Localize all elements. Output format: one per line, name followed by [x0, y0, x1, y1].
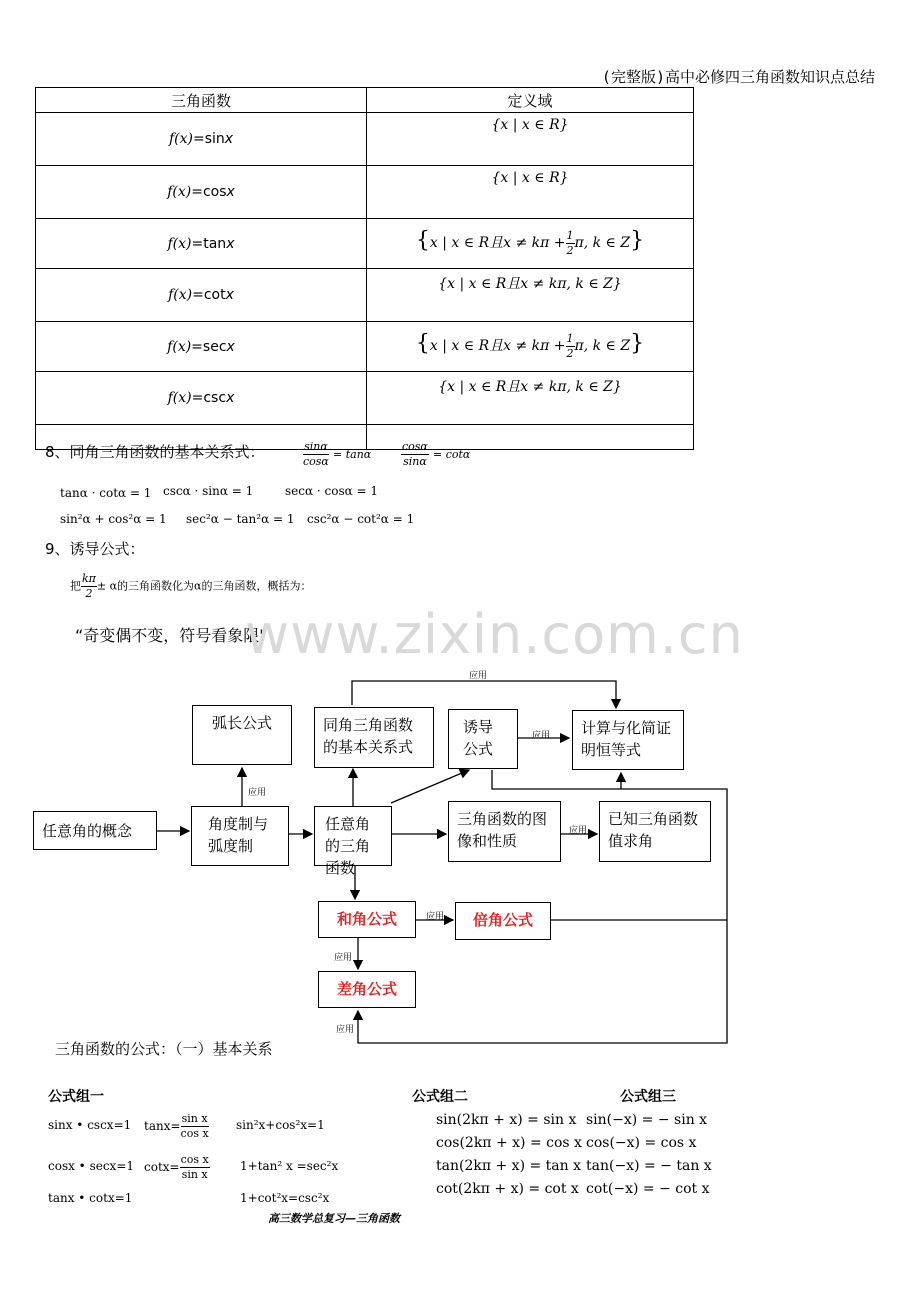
watermark: www.zixin.com.cn	[245, 603, 744, 666]
induction-motto: “奇变偶不变，符号看象限"	[75, 626, 267, 645]
g1-formula: cosx • secx=1	[48, 1159, 135, 1173]
induction-rule: 把 $\frac{k\pi}{2}$ ± α的三角函数化为α的三角函数，概括为：	[70, 572, 312, 600]
apply-label: 应用	[426, 912, 445, 922]
g1-formula: tanx • cotx=1	[48, 1191, 133, 1205]
box-degree-radian: 角度制与弧度制	[191, 806, 289, 866]
function-cell: f(x)=tanx	[36, 219, 367, 269]
box-double-formula: 倍角公式	[455, 902, 551, 940]
group-3-title: 公式组三	[620, 1089, 676, 1105]
domain-cell: {x | x ∈ R且x ≠ kπ + $\frac{1}{2}$ π, k ∈ Z}	[367, 219, 694, 269]
identity-reciprocal-1: tanα · cotα = 1	[60, 486, 152, 500]
apply-label: 应用	[532, 731, 551, 741]
box-same-angle: 同角三角函数的基本关系式	[314, 707, 434, 768]
domain-cell: {x | x ∈ R且x ≠ kπ + $\frac{1}{2}$ π, k ∈ Z}	[367, 322, 694, 372]
g1-formula: tanx= $\frac{\text{sin x}}{\text{cos x}}$	[144, 1112, 209, 1140]
function-cell: f(x)=secx	[36, 322, 367, 372]
g1-formula: sin²x+cos²x=1	[236, 1118, 325, 1132]
g3-formula: tan(−x) = − tan x	[586, 1158, 712, 1174]
g3-formula: sin(−x) = − sin x	[586, 1112, 708, 1128]
apply-label: 应用	[336, 1025, 355, 1035]
g1-formula: sinx • cscx=1	[48, 1118, 132, 1132]
apply-label: 应用	[334, 953, 353, 963]
domain-cell: {x | x ∈ R且x ≠ kπ, k ∈ Z}	[367, 372, 694, 425]
g2-formula: tan(2kπ + x) = tan x	[436, 1158, 581, 1174]
g3-formula: cot(−x) = − cot x	[586, 1181, 710, 1197]
function-cell: f(x)=sinx	[36, 113, 367, 166]
g2-formula: cos(2kπ + x) = cos x	[436, 1135, 582, 1151]
identity-pythagorean-1: sin²α + cos²α = 1	[60, 512, 167, 526]
g1-formula: 1+cot²x=csc²x	[240, 1191, 330, 1205]
box-sum-formula: 和角公式	[318, 901, 416, 938]
apply-label: 应用	[248, 788, 267, 798]
group-2-title: 公式组二	[412, 1089, 468, 1105]
g3-formula: cos(−x) = cos x	[586, 1135, 697, 1151]
identity-quotient-2: $\frac{\cos\alpha}{\sin\alpha}$ = cotα	[402, 440, 471, 468]
apply-label: 应用	[569, 826, 588, 836]
section-8-title: 8、同角三角函数的基本关系式：	[45, 443, 265, 461]
page-footer: 高三数学总复习—三角函数	[268, 1212, 400, 1225]
box-arc-length: 弧长公式	[192, 705, 292, 765]
box-graph-property: 三角函数的图像和性质	[448, 801, 561, 862]
box-diff-formula: 差角公式	[318, 971, 416, 1008]
group-1-title: 公式组一	[48, 1089, 104, 1105]
box-any-angle-function: 任意角的三角函数	[314, 806, 392, 866]
function-cell: f(x)=cscx	[36, 372, 367, 425]
box-angle-concept: 任意角的概念	[33, 811, 157, 850]
box-calculate: 计算与化简证明恒等式	[572, 710, 684, 770]
g2-formula: cot(2kπ + x) = cot x	[436, 1181, 579, 1197]
document-title: (完整版)高中必修四三角函数知识点总结	[601, 68, 875, 86]
col-header-function: 三角函数	[36, 88, 367, 113]
identity-reciprocal-2: cscα · sinα = 1	[163, 484, 254, 498]
g1-formula: cotx= $\frac{\text{cos x}}{\text{sin x}}$	[144, 1153, 209, 1181]
domain-cell: {x | x ∈ R}	[367, 113, 694, 166]
apply-label: 应用	[469, 671, 488, 681]
box-induction: 诱导公式	[448, 709, 518, 769]
domain-cell: {x | x ∈ R且x ≠ kπ, k ∈ Z}	[367, 269, 694, 322]
identity-reciprocal-3: secα · cosα = 1	[285, 484, 379, 498]
g1-formula: 1+tan² x =sec²x	[240, 1159, 339, 1173]
section-9-title: 9、诱导公式：	[45, 540, 145, 558]
domain-cell: {x | x ∈ R}	[367, 166, 694, 219]
identity-pythagorean-2: sec²α − tan²α = 1	[186, 512, 295, 526]
identity-quotient-1: $\frac{\sin\alpha}{\cos\alpha}$ = tanα	[303, 440, 372, 468]
function-cell: f(x)=cotx	[36, 269, 367, 322]
identity-pythagorean-3: csc²α − cot²α = 1	[307, 512, 415, 526]
function-cell: f(x)=cosx	[36, 166, 367, 219]
col-header-domain: 定义域	[367, 88, 694, 113]
g2-formula: sin(2kπ + x) = sin x	[436, 1112, 577, 1128]
box-value-to-angle: 已知三角函数值求角	[599, 801, 711, 862]
formulas-title: 三角函数的公式：（一）基本关系	[55, 1040, 273, 1058]
